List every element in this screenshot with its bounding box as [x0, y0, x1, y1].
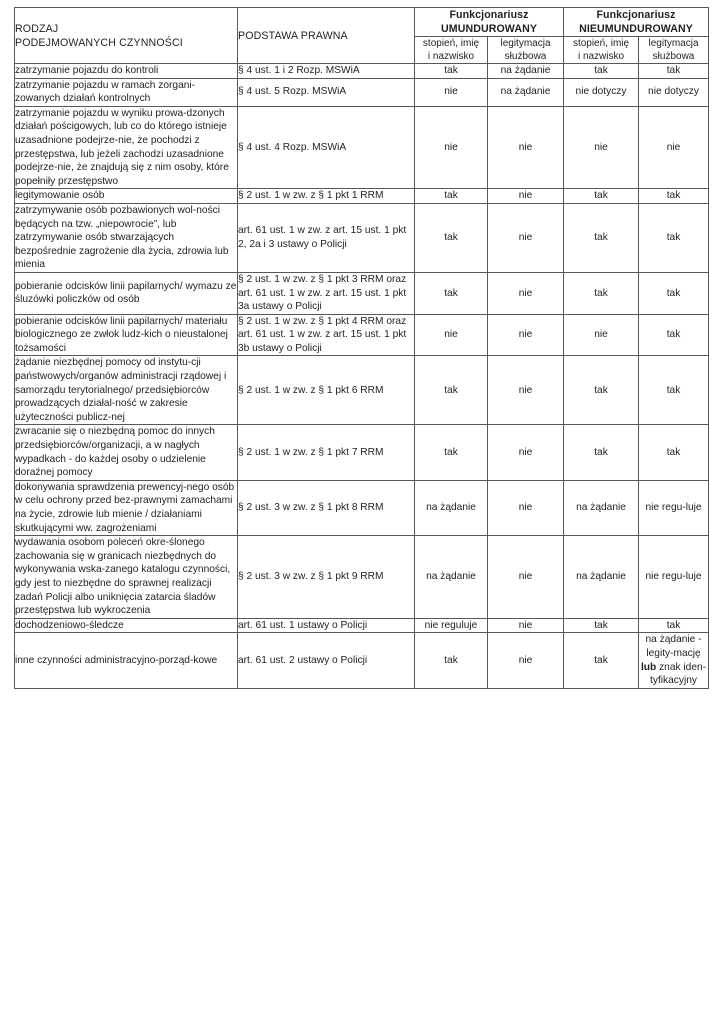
cell-uniformed-rank-name: tak	[415, 189, 488, 204]
header-group-uniformed-line1: Funkcjonariusz	[449, 9, 529, 21]
cell-plainclothes-id-card: tak	[639, 425, 709, 480]
police-activities-table	[14, 7, 709, 689]
cell-plainclothes-rank-name: tak	[564, 64, 639, 79]
cell-uniformed-rank-name: na żądanie	[415, 480, 488, 535]
cell-uniformed-rank-name: nie	[415, 314, 488, 356]
cell-legal-basis: art. 61 ust. 1 w zw. z art. 15 ust. 1 pkt 2, 2a i 3 ustawy o Policji	[238, 203, 415, 272]
header-col-legal-basis-label: PODSTAWA PRAWNA	[238, 29, 348, 42]
header-col-action	[15, 8, 238, 64]
cell-plainclothes-rank-name: nie dotyczy	[564, 78, 639, 106]
table-row	[15, 272, 709, 314]
cell-plainclothes-id-card: nie regu-luje	[639, 480, 709, 535]
cell-action: dokonywania sprawdzenia prewencyj-nego osób w celu ochrony przed bez-prawnymi zamachami na życie, zdrowie lub mienie / działaniami skutkującymi ww. zagrożeniami	[15, 480, 238, 535]
table-row	[15, 425, 709, 480]
cell-uniformed-rank-name: na żądanie	[415, 536, 488, 619]
cell-plainclothes-rank-name: tak	[564, 272, 639, 314]
header-uniformed-rank-name	[415, 37, 488, 64]
cell-legal-basis: § 4 ust. 1 i 2 Rozp. MSWiA	[238, 64, 415, 79]
cell-legal-basis: § 2 ust. 1 w zw. z § 1 pkt 1 RRM	[238, 189, 415, 204]
cell-legal-basis: § 2 ust. 3 w zw. z § 1 pkt 9 RRM	[238, 536, 415, 619]
header-col-action-line1: RODZAJ	[15, 22, 59, 35]
cell-uniformed-id-card: nie	[488, 189, 564, 204]
cell-plainclothes-rank-name: tak	[564, 203, 639, 272]
cell-uniformed-id-card: na żądanie	[488, 64, 564, 79]
cell-plainclothes-id-card: tak	[639, 618, 709, 633]
cell-legal-basis: § 2 ust. 1 w zw. z § 1 pkt 3 RRM oraz art. 61 ust. 1 w zw. z art. 15 ust. 1 pkt 3a ustawy o Policji	[238, 272, 415, 314]
cell-legal-basis: art. 61 ust. 1 ustawy o Policji	[238, 618, 415, 633]
table-row	[15, 633, 709, 688]
cell-uniformed-rank-name: nie	[415, 78, 488, 106]
cell-uniformed-id-card: na żądanie	[488, 78, 564, 106]
table-row	[15, 106, 709, 189]
cell-uniformed-id-card: nie	[488, 633, 564, 688]
header-col-action-line2: PODEJMOWANYCH CZYNNOŚCI	[15, 36, 183, 49]
cell-action: zatrzymanie pojazdu do kontroli	[15, 64, 238, 79]
table-row	[15, 78, 709, 106]
cell-plainclothes-id-card: nie	[639, 106, 709, 189]
cell-uniformed-id-card: nie	[488, 536, 564, 619]
cell-uniformed-id-card: nie	[488, 480, 564, 535]
cell-action: wydawania osobom poleceń okre-ślonego zachowania się w granicach niezbędnych do wykonywania wska-zanego katalogu czynności, gdy jest to niezbędne do sprawnej realizacji zadań Policji albo uniknięcia zatarcia śladów przestępstwa lub wykroczenia	[15, 536, 238, 619]
cell-plainclothes-id-card: tak	[639, 64, 709, 79]
header-group-plainclothes	[564, 8, 709, 37]
cell-action: zwracanie się o niezbędną pomoc do innych przedsiębiorców/organizacji, a w nagłych wypadkach - do każdej osoby o udzielenie doraźnej pomocy	[15, 425, 238, 480]
header-plainclothes-rank-name-line1: stopień, imię	[572, 38, 630, 49]
header-uniformed-id-card-line2: służbowa	[504, 51, 547, 62]
header-uniformed-rank-name-line1: stopień, imię	[422, 38, 480, 49]
cell-action: pobieranie odcisków linii papilarnych/ materiału biologicznego ze zwłok ludz-kich o nieustalonej tożsamości	[15, 314, 238, 356]
cell-legal-basis: § 4 ust. 5 Rozp. MSWiA	[238, 78, 415, 106]
table-row	[15, 189, 709, 204]
table-row	[15, 314, 709, 356]
cell-legal-basis: art. 61 ust. 2 ustawy o Policji	[238, 633, 415, 688]
cell-uniformed-rank-name: tak	[415, 203, 488, 272]
header-plainclothes-id-card	[639, 37, 709, 64]
cell-plainclothes-rank-name: nie	[564, 106, 639, 189]
cell-plainclothes-id-card: tak	[639, 203, 709, 272]
cell-legal-basis: § 4 ust. 4 Rozp. MSWiA	[238, 106, 415, 189]
cell-plainclothes-rank-name: tak	[564, 425, 639, 480]
cell-uniformed-id-card: nie	[488, 203, 564, 272]
cell-uniformed-id-card: nie	[488, 272, 564, 314]
header-row-groups	[15, 8, 709, 37]
cell-uniformed-id-card: nie	[488, 356, 564, 425]
header-group-uniformed-line2: UMUNDUROWANY	[441, 23, 537, 35]
header-group-plainclothes-line2: NIEUMUNDUROWANY	[579, 23, 693, 35]
cell-plainclothes-id-card: nie regu-luje	[639, 536, 709, 619]
table-row	[15, 480, 709, 535]
cell-action: zatrzymywanie osób pozbawionych wol-ności będących na tzw. „niepowrocie”, lub zatrzymywanie osób stwarzających bezpośrednie zagrożenie dla życia, zdrowia lub mienia	[15, 203, 238, 272]
cell-plainclothes-id-card: tak	[639, 189, 709, 204]
table-header	[15, 8, 709, 64]
table-row	[15, 356, 709, 425]
table-body	[15, 64, 709, 689]
cell-action: dochodzeniowo-śledcze	[15, 618, 238, 633]
table-row	[15, 536, 709, 619]
cell-plainclothes-rank-name: nie	[564, 314, 639, 356]
header-plainclothes-rank-name-line2: i nazwisko	[577, 51, 625, 62]
cell-plainclothes-rank-name: tak	[564, 356, 639, 425]
cell-action: zatrzymanie pojazdu w ramach zorgani-zowanych działań kontrolnych	[15, 78, 238, 106]
header-group-plainclothes-line1: Funkcjonariusz	[596, 9, 676, 21]
cell-action: żądanie niezbędnej pomocy od instytu-cji państwowych/organów administracji rządowej i samorządu terytorialnego/ przedsiębiorców prowadzących działal-ność w zakresie użyteczności publicz-nej	[15, 356, 238, 425]
cell-legal-basis: § 2 ust. 1 w zw. z § 1 pkt 7 RRM	[238, 425, 415, 480]
cell-action: zatrzymanie pojazdu w wyniku prowa-dzonych działań pościgowych, lub co do którego istnieje uzasadnione podejrze-nie, że pochodzi z przestępstwa, lub jeżeli zachodzi uzasadnione podejrze-nie, że znajdują się z nim osoby, które popełniły przestępstwo	[15, 106, 238, 189]
emphasis-lub: lub	[640, 661, 657, 673]
cell-plainclothes-rank-name: tak	[564, 633, 639, 688]
cell-plainclothes-rank-name: tak	[564, 189, 639, 204]
cell-uniformed-rank-name: tak	[415, 356, 488, 425]
header-uniformed-id-card	[488, 37, 564, 64]
header-uniformed-rank-name-line2: i nazwisko	[427, 51, 475, 62]
cell-action: inne czynności administracyjno-porząd-kowe	[15, 633, 238, 688]
header-plainclothes-rank-name	[564, 37, 639, 64]
cell-legal-basis: § 2 ust. 1 w zw. z § 1 pkt 6 RRM	[238, 356, 415, 425]
cell-legal-basis: § 2 ust. 3 w zw. z § 1 pkt 8 RRM	[238, 480, 415, 535]
cell-uniformed-rank-name: tak	[415, 633, 488, 688]
cell-uniformed-rank-name: nie reguluje	[415, 618, 488, 633]
cell-uniformed-rank-name: tak	[415, 64, 488, 79]
table-row	[15, 203, 709, 272]
cell-uniformed-id-card: nie	[488, 106, 564, 189]
cell-plainclothes-rank-name: tak	[564, 618, 639, 633]
cell-plainclothes-id-card: nie dotyczy	[639, 78, 709, 106]
table-row	[15, 618, 709, 633]
header-col-legal-basis	[238, 8, 415, 64]
cell-uniformed-rank-name: tak	[415, 425, 488, 480]
cell-uniformed-id-card: nie	[488, 425, 564, 480]
cell-plainclothes-rank-name: na żądanie	[564, 480, 639, 535]
cell-legal-basis: § 2 ust. 1 w zw. z § 1 pkt 4 RRM oraz art. 61 ust. 1 w zw. z art. 15 ust. 1 pkt 3b ustawy o Policji	[238, 314, 415, 356]
cell-uniformed-id-card: nie	[488, 618, 564, 633]
header-plainclothes-id-card-line1: legitymacja	[648, 38, 699, 49]
cell-action: legitymowanie osób	[15, 189, 238, 204]
cell-uniformed-id-card: nie	[488, 314, 564, 356]
cell-action: pobieranie odcisków linii papilarnych/ wymazu ze śluzówki policzków od osób	[15, 272, 238, 314]
cell-plainclothes-rank-name: na żądanie	[564, 536, 639, 619]
cell-plainclothes-id-card: tak	[639, 272, 709, 314]
table-row	[15, 64, 709, 79]
cell-uniformed-rank-name: tak	[415, 272, 488, 314]
cell-uniformed-rank-name: nie	[415, 106, 488, 189]
header-plainclothes-id-card-line2: służbowa	[652, 51, 695, 62]
header-uniformed-id-card-line1: legitymacja	[500, 38, 551, 49]
cell-plainclothes-id-card: tak	[639, 356, 709, 425]
cell-plainclothes-id-card: na żądanie - legity-mację lub znak iden-tyfikacyjny	[639, 633, 709, 688]
header-group-uniformed	[415, 8, 564, 37]
cell-plainclothes-id-card: tak	[639, 314, 709, 356]
